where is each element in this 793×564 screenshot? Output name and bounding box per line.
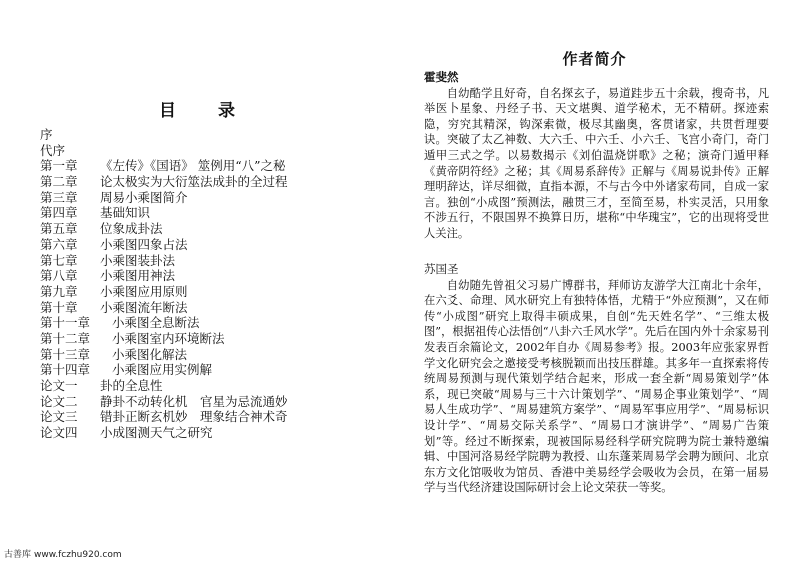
toc-entry-number: 第十二章 xyxy=(40,330,91,346)
toc-entry-title: 小乘图流年断法 xyxy=(100,299,188,315)
toc-entry[interactable] xyxy=(40,315,370,331)
toc-entry-title: 小成图测天气之研究 xyxy=(100,425,213,441)
author-entry-su xyxy=(424,262,769,496)
toc-entry[interactable] xyxy=(40,143,370,159)
toc-entry[interactable] xyxy=(40,378,370,394)
author-name: 霍斐然 xyxy=(424,70,459,84)
toc-entry[interactable] xyxy=(40,425,370,441)
author-bio: 自幼随先曾祖父习易广博群书，拜师访友游学大江南北十余年，在六爻、命理、风水研究上有独特体悟，尤精于“外应预测”，又在师传“小成图”研究上取得丰硕成果，自创“先天姓名学”、“三维太极图”，根据祖传心法悟创“八卦六壬风水学”。先后在国内外十余家易刊发表百余篇论文，2002年自办《周易参考》报。2003年应张家界哲学文化研究会之邀接受考核脱颖而出技压群雄。其多年一直探索将传统周易预测与现代策划学结合起来，形成一套全新“周易策划学”体系，现已突破“周易与三十六计策划学”、“周易企事业策划学”、“周易人生成功学”、“周易建筑方案学”、“周易军事应用学”、“周易标识设计学”、“周易交际关系学”、“周易口才演讲学”、“周易广告策划”等。经过不断探索，现被国际易经科学研究院聘为院士兼特邀编辑、中国河洛易经学院聘为教授、山东蓬莱周易学会聘为顾问、北京东方文化馆吸收为馆员、香港中美易经学会吸收为会员，在第一届易学与当代经济建设国际研讨会上论文荣获一等奖。 xyxy=(424,278,769,495)
toc-entry[interactable] xyxy=(40,205,370,221)
right-page-author-intro xyxy=(396,0,793,564)
toc-title-char-1: 目 xyxy=(159,101,178,121)
toc-entry-number: 论文三 xyxy=(40,409,78,425)
toc-entry-title: 基础知识 xyxy=(100,205,151,221)
author-intro-title: 作者简介 xyxy=(562,50,627,68)
toc-title-char-2: 录 xyxy=(218,101,237,121)
author-name: 苏国圣 xyxy=(424,262,459,276)
toc-entry-number: 第八章 xyxy=(40,268,78,284)
toc-entry-title: 小乘图应用实例解 xyxy=(112,362,213,378)
toc-entry-title: 小乘图室内环境断法 xyxy=(112,330,225,346)
toc-entry-title: 错卦正断玄机妙 理象结合神术奇 xyxy=(100,409,288,425)
toc-entry-title: 小乘图全息断法 xyxy=(112,315,200,331)
toc-entry[interactable] xyxy=(40,362,370,378)
toc-entry-number: 第五章 xyxy=(40,221,78,237)
toc-entry[interactable] xyxy=(40,127,370,143)
toc-entry[interactable] xyxy=(40,253,370,269)
toc-entry-number: 第三章 xyxy=(40,189,78,205)
author-bio: 自幼酷学且好奇，自名探玄子，易道跬步五十余载，搜奇书，凡举医卜星象、丹经子书、天文堪舆、道学秘术，无不精研。探迹索隐，穷究其精深，钩深索微，极尽其幽奥，客贯诸家，共贯哲理要诀。突破了太乙神数、大六壬、中六壬、小六壬、飞宫小奇门，奇门遁甲三式之学。以易数揭示《刘伯温烧饼歌》之秘；演奇门遁甲释《黄帝阴符经》之秘；其《周易系辞传》正解与《周易说卦传》正解理明辞达，详尽细微，直指本源，不与古今中外诸家苟同，自成一家言。独创“小成图”预测法，融贯三才，至简至易，朴实灵活，只用象不涉五行，不限国界不换算日历，堪称“中华瑰宝”，它的出现将受世人关注。 xyxy=(424,86,769,240)
site-footer xyxy=(4,547,122,560)
toc-entry-title: 小乘图应用原则 xyxy=(100,283,188,299)
toc-entry[interactable] xyxy=(40,190,370,206)
toc-entry[interactable] xyxy=(40,174,370,190)
toc-entry[interactable] xyxy=(40,409,370,425)
toc-entry-title: 小乘图化解法 xyxy=(112,346,188,362)
toc-entry-title: 静卦不动转化机 官星为忌流通妙 xyxy=(100,393,288,409)
author-entry-huo xyxy=(424,70,769,242)
toc-entry-title: 小乘图四象占法 xyxy=(100,236,188,252)
toc-entry-number: 第十一章 xyxy=(40,315,91,331)
toc-entry-number: 序 xyxy=(40,127,53,142)
left-page-table-of-contents xyxy=(0,0,396,564)
toc-entry[interactable] xyxy=(40,158,370,174)
toc-entry[interactable] xyxy=(40,331,370,347)
toc-entry[interactable] xyxy=(40,237,370,253)
toc-entry-number: 第一章 xyxy=(40,158,78,174)
toc-entry-number: 第十章 xyxy=(40,299,78,315)
toc-entry-number: 第七章 xyxy=(40,252,78,268)
toc-entry-number: 论文一 xyxy=(40,378,78,393)
toc-entry[interactable] xyxy=(40,347,370,363)
toc-entry-number: 论文四 xyxy=(40,425,78,441)
toc-entry-title: 卦的全息性 xyxy=(100,378,163,393)
toc-entry[interactable] xyxy=(40,268,370,284)
toc-entry-number: 论文二 xyxy=(40,393,78,409)
toc-entry-title: 周易小乘图简介 xyxy=(100,189,188,205)
toc-entry-number: 第十四章 xyxy=(40,362,91,378)
toc-entry-title: 小乘图装卦法 xyxy=(100,252,176,268)
toc-entry[interactable] xyxy=(40,284,370,300)
toc-entry-number: 第十三章 xyxy=(40,346,91,362)
toc-entry-number: 第六章 xyxy=(40,236,78,252)
toc-entry-title: 《左传》《国语》 筮例用“八”之秘 xyxy=(100,158,286,174)
toc-entry[interactable] xyxy=(40,300,370,316)
toc-entry-number: 第二章 xyxy=(40,174,78,190)
toc-entry-title: 位象成卦法 xyxy=(100,221,163,237)
footer-label: 古善库 xyxy=(4,550,32,560)
footer-url[interactable]: www.fczhu920.com xyxy=(34,550,122,560)
toc-entry-number: 代序 xyxy=(40,142,66,158)
toc-entry-number: 第四章 xyxy=(40,205,78,221)
toc-list xyxy=(40,127,370,441)
toc-entry[interactable] xyxy=(40,221,370,237)
toc-entry[interactable] xyxy=(40,394,370,410)
toc-entry-title: 小乘图用神法 xyxy=(100,268,176,284)
toc-entry-number: 第九章 xyxy=(40,283,78,299)
toc-entry-title: 论太极实为大衍筮法成卦的全过程 xyxy=(100,174,288,190)
toc-title xyxy=(0,96,396,121)
